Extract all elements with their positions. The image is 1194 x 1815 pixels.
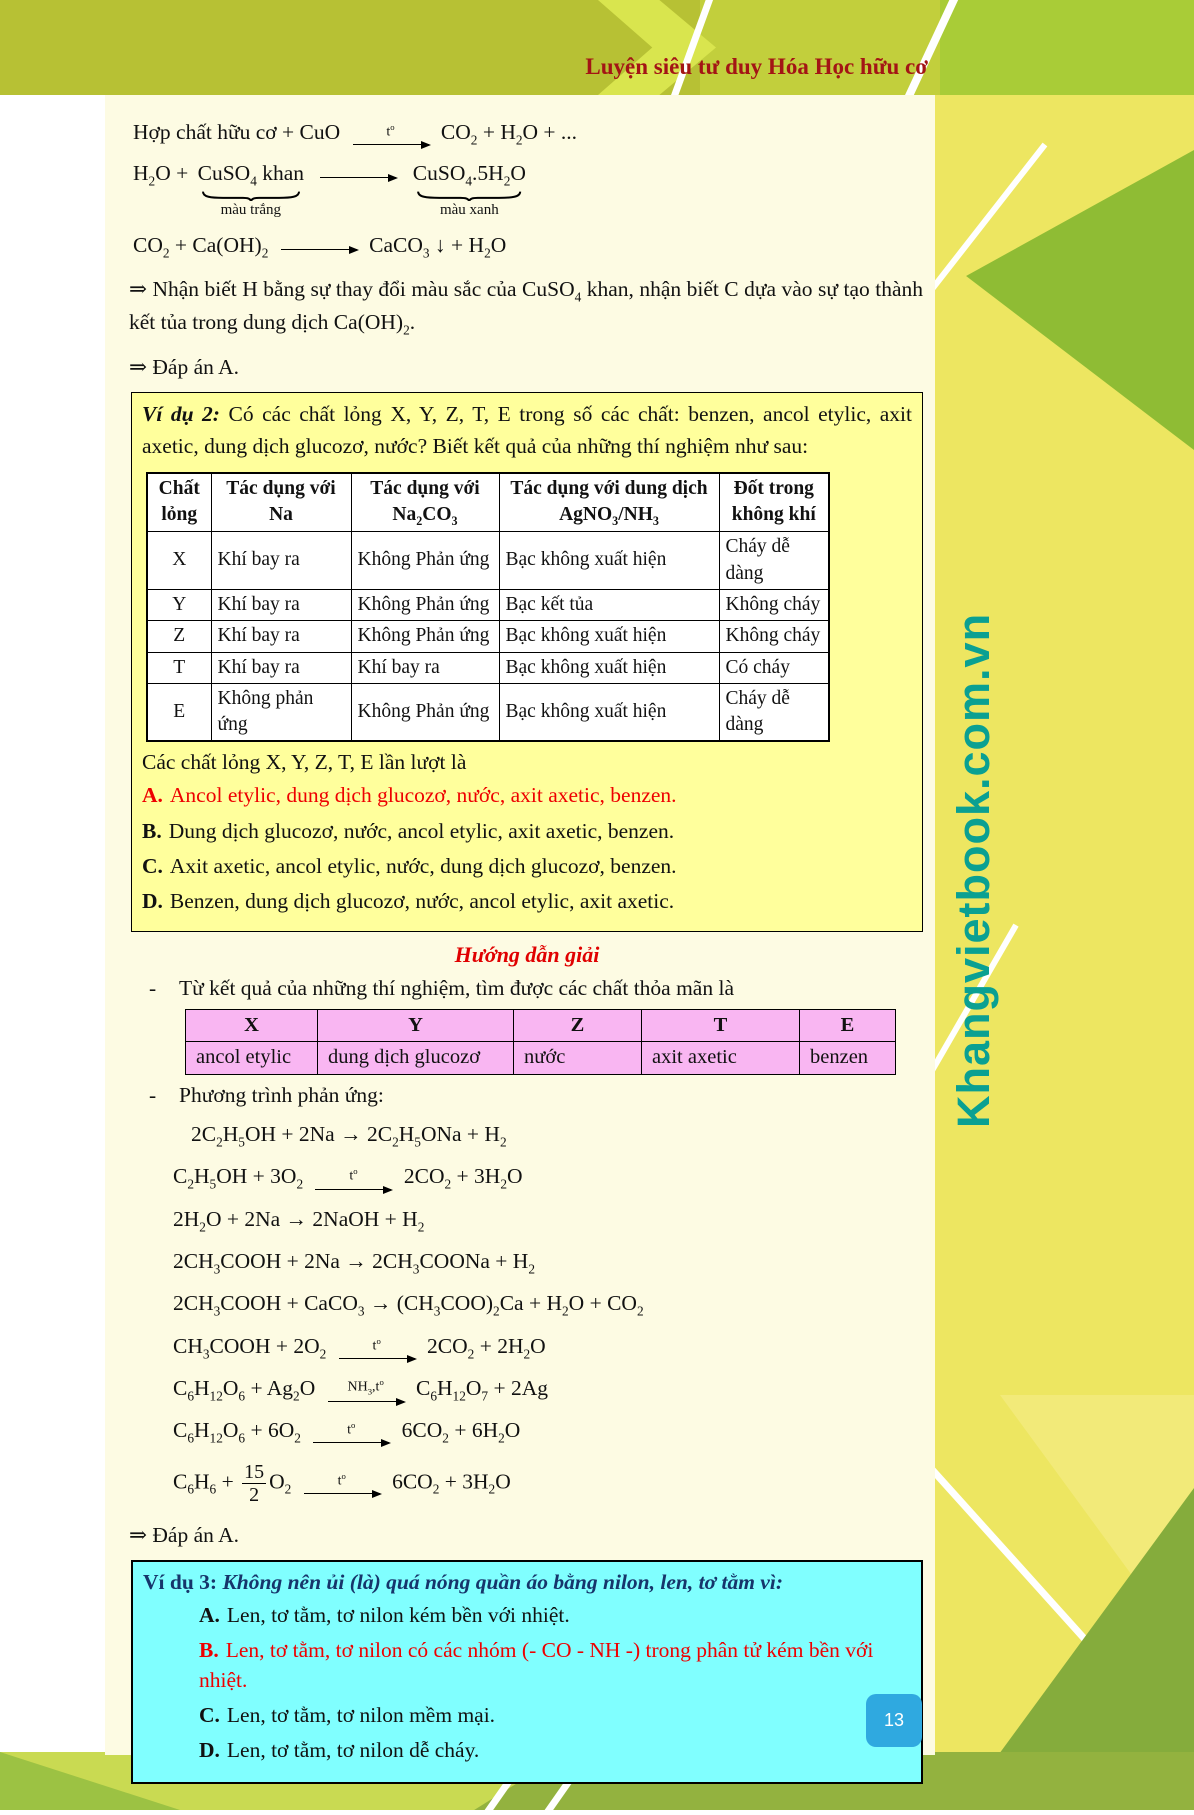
table-cell: Không Phản ứng <box>351 532 499 590</box>
table-cell: Bạc không xuất hiện <box>499 683 719 741</box>
result-header-cell: T <box>642 1009 800 1042</box>
chemical-equation: $2C_2H_5OH + 2Na \to 2C_2H_5ONa + H_2$ <box>191 1122 507 1150</box>
option-letter: C. <box>199 1702 220 1727</box>
solution-equations <box>129 1122 925 1505</box>
option-letter: D. <box>142 888 163 913</box>
result-header-cell: Y <box>318 1009 514 1042</box>
result-table-value-row <box>186 1042 896 1075</box>
answer-option <box>142 816 912 846</box>
example3-label: Ví dụ 3: <box>143 1569 218 1594</box>
table-cell: Không Phản ứng <box>351 683 499 741</box>
table-cell: Khí bay ra <box>211 532 351 590</box>
table-cell: Không cháy <box>719 621 829 652</box>
table-cell: Cháy dễ dàng <box>719 532 829 590</box>
answer-option <box>142 886 912 916</box>
result-value-cell: ancol etylic <box>186 1042 318 1075</box>
intro-note: ⇒ Nhận biết H bằng sự thay đổi màu sắc của CuSO$_4$ khan, nhận biết C dựa vào sự tạo thành kết tủa trong dung dịch $Ca(OH)_2$. <box>129 277 923 338</box>
answer-option <box>199 1700 911 1730</box>
option-text: Len, tơ tằm, tơ nilon kém bền với nhiệt. <box>226 1602 570 1627</box>
answer-option <box>199 1735 911 1765</box>
example3-question <box>143 1570 911 1595</box>
solution-bullet <box>149 976 925 1001</box>
table-cell: Cháy dễ dàng <box>719 683 829 741</box>
example2-label: Ví dụ 2: <box>142 402 220 427</box>
option-letter: B. <box>199 1637 219 1662</box>
solution-heading: Hướng dẫn giải <box>454 941 600 967</box>
table-cell: Khí bay ra <box>211 652 351 683</box>
experiment-table-header-cell: Chất lỏng <box>147 473 211 532</box>
experiment-table-header-cell: Tác dụng với Na <box>211 473 351 532</box>
result-table-header-row <box>186 1009 896 1042</box>
table-cell: Khí bay ra <box>211 621 351 652</box>
table-cell: Bạc không xuất hiện <box>499 621 719 652</box>
decor-top-right <box>940 0 1194 95</box>
table-cell: Y <box>147 589 211 620</box>
book-title: Luyện siêu tư duy Hóa Học hữu cơ <box>585 54 928 79</box>
solution-answer: ⇒ Đáp án A. <box>129 1522 239 1547</box>
chemical-equation: $C_2H_5OH + 3O_2$ $t^o$ $2CO_2 + 3H_2O$ <box>173 1164 523 1192</box>
option-letter: A. <box>199 1602 220 1627</box>
table-cell: Bạc kết tủa <box>499 589 719 620</box>
table-cell: E <box>147 683 211 741</box>
table-cell: Không Phản ứng <box>351 589 499 620</box>
table-row <box>147 589 829 620</box>
table-row <box>147 652 829 683</box>
example2-prompt: Các chất lỏng X, Y, Z, T, E lần lượt là <box>142 750 467 775</box>
table-cell: Không phản ứng <box>211 683 351 741</box>
example3-options <box>143 1600 911 1765</box>
content-panel <box>105 95 935 1762</box>
table-row <box>147 532 829 590</box>
option-text: Dung dịch glucozơ, nước, ancol etylic, axit axetic, benzen. <box>168 818 675 843</box>
experiment-table <box>146 472 830 743</box>
table-cell: T <box>147 652 211 683</box>
bullet-text: Phương trình phản ứng: <box>179 1083 384 1108</box>
table-cell: Không cháy <box>719 589 829 620</box>
chemical-equation: $2CH_3COOH + 2Na$ → $2CH_3COONa + H_2$ <box>173 1249 535 1277</box>
intro-equations <box>129 120 925 261</box>
chemical-equation: $2CH_3COOH$ + CaCO$_3$ → $(CH_3COO)_2Ca + H_2O + CO_2$ <box>173 1291 644 1319</box>
option-letter: A. <box>142 783 163 808</box>
intro-answer: ⇒ Đáp án A. <box>129 355 239 380</box>
answer-option <box>199 1635 911 1695</box>
example3-question-text: Không nên ủi (là) quá nóng quần áo bằng nilon, len, tơ tằm vì: <box>222 1569 783 1594</box>
experiment-table-header-cell: Tác dụng với dung dịch $AgNO_3/NH_3$ <box>499 473 719 532</box>
option-letter: D. <box>199 1738 220 1762</box>
table-cell: X <box>147 532 211 590</box>
result-header-cell: Z <box>514 1009 642 1042</box>
table-cell: Không Phản ứng <box>351 621 499 652</box>
example2-options <box>142 780 912 915</box>
example3-box <box>131 1560 923 1784</box>
experiment-table-header-row <box>147 473 829 532</box>
example2-question-text: Có các chất lỏng X, Y, Z, T, E trong số các chất: benzen, ancol etylic, axit axetic, dung dịch glucozơ, nước? Biết kết quả của những thí nghiệm như sau: <box>142 402 913 458</box>
option-text: Len, tơ tằm, tơ nilon mềm mại. <box>226 1702 496 1727</box>
option-text: Axit axetic, ancol etylic, nước, dung dịch glucozơ, benzen. <box>169 853 677 878</box>
table-cell: Khí bay ra <box>351 652 499 683</box>
chemical-equation: $CH_3COOH + 2O_2$ $t^o$ $2CO_2 + 2H_2O$ <box>173 1333 546 1361</box>
table-cell: Khí bay ra <box>211 589 351 620</box>
chemical-equation: $2H_2O + 2Na$ → 2NaOH + $H_2$ <box>173 1206 425 1235</box>
chemical-equation: $C_6H_6$ + $\frac{15}{2}$ $O_2$ $t^o$ $6CO_2 + 3H_2O$ <box>173 1460 511 1506</box>
experiment-table-header-cell: Đốt trong không khí <box>719 473 829 532</box>
table-cell: Bạc không xuất hiện <box>499 652 719 683</box>
table-row <box>147 683 829 741</box>
answer-option <box>142 780 912 810</box>
experiment-table-header-cell: Tác dụng với $Na_2CO_3$ <box>351 473 499 532</box>
table-cell: Z <box>147 621 211 652</box>
option-text: Benzen, dung dịch glucozơ, nước, ancol etylic, axit axetic. <box>169 888 675 913</box>
chemical-equation: $CO_2 + Ca(OH)_2$ CaCO$_3$ ↓ + $H_2O$ <box>133 233 507 261</box>
chemical-equation: $C_6H_{12}O_6 + Ag_2O$ $NH_3,t^o$ $C_6H_{12}O_7 + 2Ag$ <box>173 1375 548 1404</box>
bullet-marker: - <box>149 1083 157 1108</box>
solution-bullet <box>149 1083 925 1108</box>
option-letter: C. <box>142 853 163 878</box>
result-header-cell: E <box>800 1009 896 1042</box>
page-number-badge: 13 <box>866 1694 922 1747</box>
result-table <box>185 1009 896 1075</box>
option-text: Len, tơ tằm, tơ nilon dễ cháy. <box>226 1738 480 1762</box>
result-value-cell: dung dịch glucozơ <box>318 1042 514 1075</box>
answer-option <box>142 851 912 881</box>
result-value-cell: nước <box>514 1042 642 1075</box>
result-value-cell: benzen <box>800 1042 896 1075</box>
site-watermark: Khangvietbook.com.vn <box>948 612 999 1128</box>
bullet-text: Từ kết quả của những thí nghiệm, tìm được các chất thỏa mãn là <box>179 975 734 1000</box>
chemical-equation: $C_6H_{12}O_6 + 6O_2$ $t^o$ $6CO_2 + 6H_2O$ <box>173 1418 521 1446</box>
chemical-equation: $H_2O$ + CuSO$_4$ khan màu trắng $CuSO_4.5H_2O$ màu xanh <box>133 161 526 218</box>
option-letter: B. <box>142 818 162 843</box>
example2-box <box>131 392 923 931</box>
option-text: Ancol etylic, dung dịch glucozơ, nước, axit axetic, benzen. <box>169 783 677 808</box>
option-text: Len, tơ tằm, tơ nilon có các nhóm (- CO - NH -) trong phân tử kém bền với nhiệt. <box>199 1637 874 1692</box>
chemical-equation: Hợp chất hữu cơ + CuO $t^o$ $CO_2 + H_2O$ + ... <box>133 120 578 148</box>
table-row <box>147 621 829 652</box>
result-value-cell: axit axetic <box>642 1042 800 1075</box>
table-cell: Bạc không xuất hiện <box>499 532 719 590</box>
example2-question <box>142 399 912 461</box>
answer-option <box>199 1600 911 1630</box>
result-header-cell: X <box>186 1009 318 1042</box>
table-cell: Có cháy <box>719 652 829 683</box>
bullet-marker: - <box>149 975 157 1000</box>
